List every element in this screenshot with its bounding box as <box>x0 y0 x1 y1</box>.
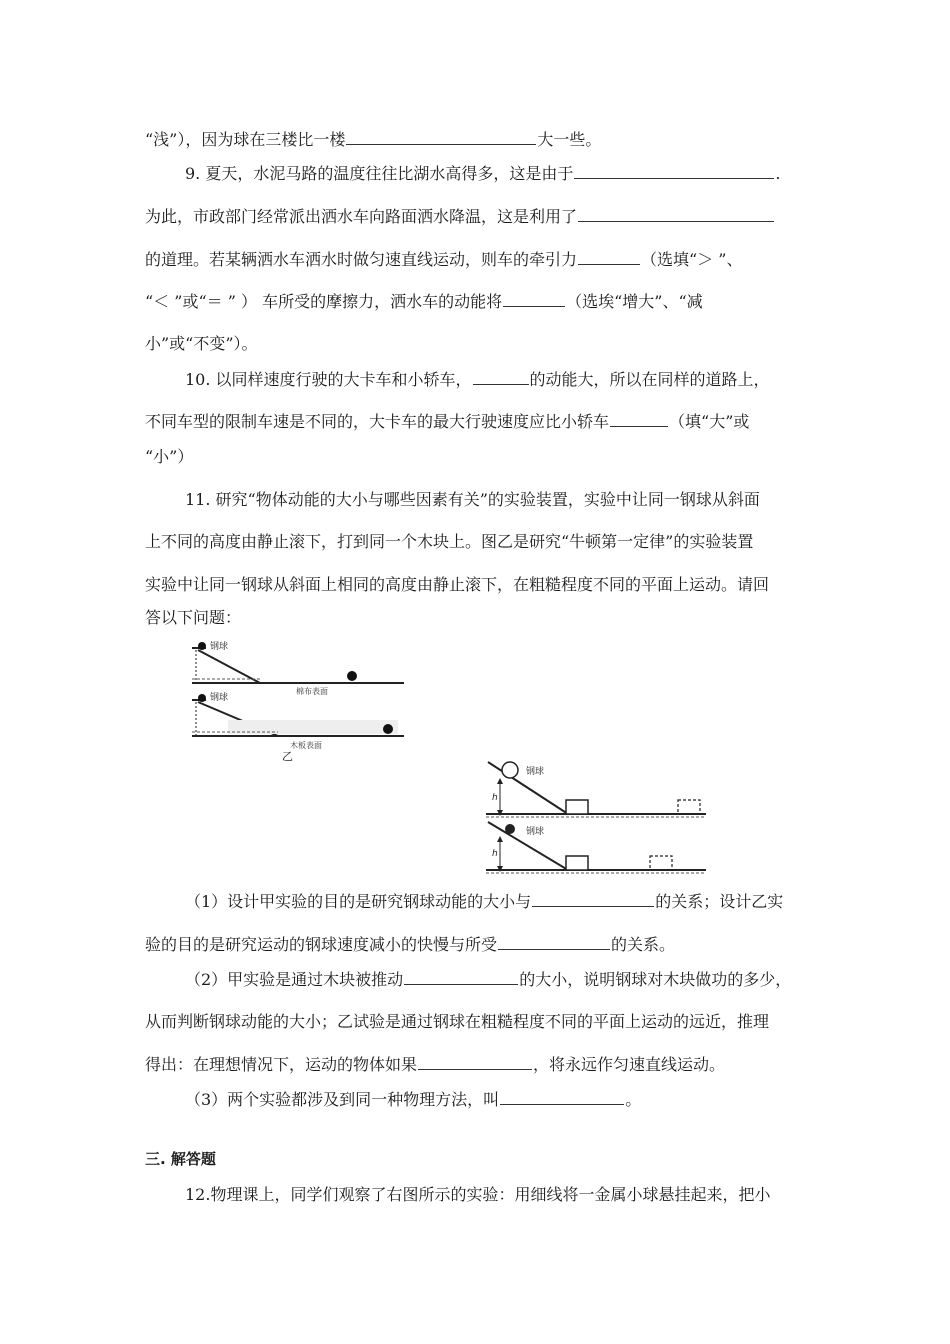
q9-line-2: 为此，市政部门经常派出洒水车向路面洒水降温，这是利用了 <box>145 205 950 228</box>
steel-ball-rolled-2 <box>383 724 393 734</box>
figure-yi <box>188 636 408 766</box>
ball-label-upper: 钢球 <box>526 767 545 777</box>
answer-blank[interactable] <box>346 128 536 145</box>
q8-continuation: “浅”），因为球在三楼比一楼 大一些。 <box>145 130 602 149</box>
surface-label-2: 木板表面 <box>290 741 322 750</box>
answer-blank[interactable] <box>418 1053 532 1070</box>
part2-line-3: 得出：在理想情况下，运动的物体如果 ，将永远作匀速直线运动。 <box>145 1055 726 1074</box>
answer-blank[interactable] <box>404 968 518 985</box>
answer-blank[interactable] <box>574 162 774 179</box>
section-heading: 三. 解答题 <box>145 1150 216 1168</box>
answer-blank[interactable] <box>498 933 610 950</box>
wood-block-lower <box>566 856 588 870</box>
answer-blank[interactable] <box>503 290 565 307</box>
part1-line-2: 验的目的是研究运动的钢球速度减小的快慢与所受 的关系。 <box>145 935 676 954</box>
q11-line-2: 上不同的高度由静止滚下，打到同一个木块上。图乙是研究“牛顿第一定律”的实验装置 <box>145 532 754 551</box>
ball-label-2: 钢球 <box>210 693 229 703</box>
q9-line-3: 的道理。若某辆洒水车洒水时做匀速直线运动，则车的牵引力 （选填“＞ ”、 <box>145 250 743 269</box>
answer-blank[interactable] <box>532 890 654 907</box>
part1-line-1: （1）设计甲实验的目的是研究钢球动能的大小与 的关系；设计乙实 <box>185 892 784 911</box>
answer-blank[interactable] <box>578 248 640 265</box>
answer-blank[interactable] <box>610 410 668 427</box>
surface-label-1: 棉布表面 <box>296 687 328 696</box>
answer-blank[interactable] <box>473 368 529 385</box>
wood-block-upper <box>566 800 588 814</box>
q11-line-3: 实验中让同一钢球从斜面上相同的高度由静止滚下，在粗糙程度不同的平面上运动。请回 <box>145 575 770 594</box>
h-label-lower: h <box>492 849 498 859</box>
steel-ball-2 <box>198 694 206 702</box>
steel-ball-lower <box>505 824 515 834</box>
steel-ball-1 <box>198 642 206 650</box>
ball-label-lower: 钢球 <box>526 827 545 837</box>
steel-ball-rolled-1 <box>347 671 357 681</box>
part3-line: （3）两个实验都涉及到同一种物理方法，叫 。 <box>185 1090 642 1109</box>
part2-line-2: 从而判断钢球动能的大小；乙试验是通过钢球在粗糙程度不同的平面上运动的远近，推理 <box>145 1012 770 1031</box>
q12-line-1: 12.物理课上，同学们观察了右图所示的实验：用细线将一金属小球悬挂起来，把小 <box>185 1185 771 1204</box>
q11-line-4: 答以下问题： <box>145 608 242 627</box>
q9-line-5: 小”或“不变”）。 <box>145 334 258 353</box>
ball-label-1: 钢球 <box>210 642 229 652</box>
q10-line-3: “小”） <box>145 447 194 466</box>
h-label-upper: h <box>492 793 498 803</box>
answer-blank[interactable] <box>578 205 774 222</box>
figure-caption: 乙 <box>282 750 293 763</box>
answer-blank[interactable] <box>500 1088 624 1105</box>
steel-ball-upper <box>502 762 518 778</box>
q9-line-4: “＜ ”或“＝ ” ） 车所受的摩擦力，洒水车的动能将 （选埃“增大”、“减 <box>145 292 703 311</box>
part2-line-1: （2）甲实验是通过木块被推动 的大小，说明钢球对木块做功的多少， <box>185 970 792 989</box>
q10-line-1: 10. 以同样速度行驶的大卡车和小轿车， 的动能大，所以在同样的道路上， <box>185 370 770 389</box>
q11-line-1: 11. 研究“物体动能的大小与哪些因素有关”的实验装置，实验中让同一钢球从斜面 <box>185 490 760 509</box>
q9-line-1: 9. 夏天，水泥马路的温度往往比湖水高得多，这是由于 . <box>185 164 781 183</box>
figure-jia <box>478 756 710 878</box>
q10-line-2: 不同车型的限制车速是不同的，大卡车的最大行驶速度应比小轿车 （填“大”或 <box>145 412 750 431</box>
